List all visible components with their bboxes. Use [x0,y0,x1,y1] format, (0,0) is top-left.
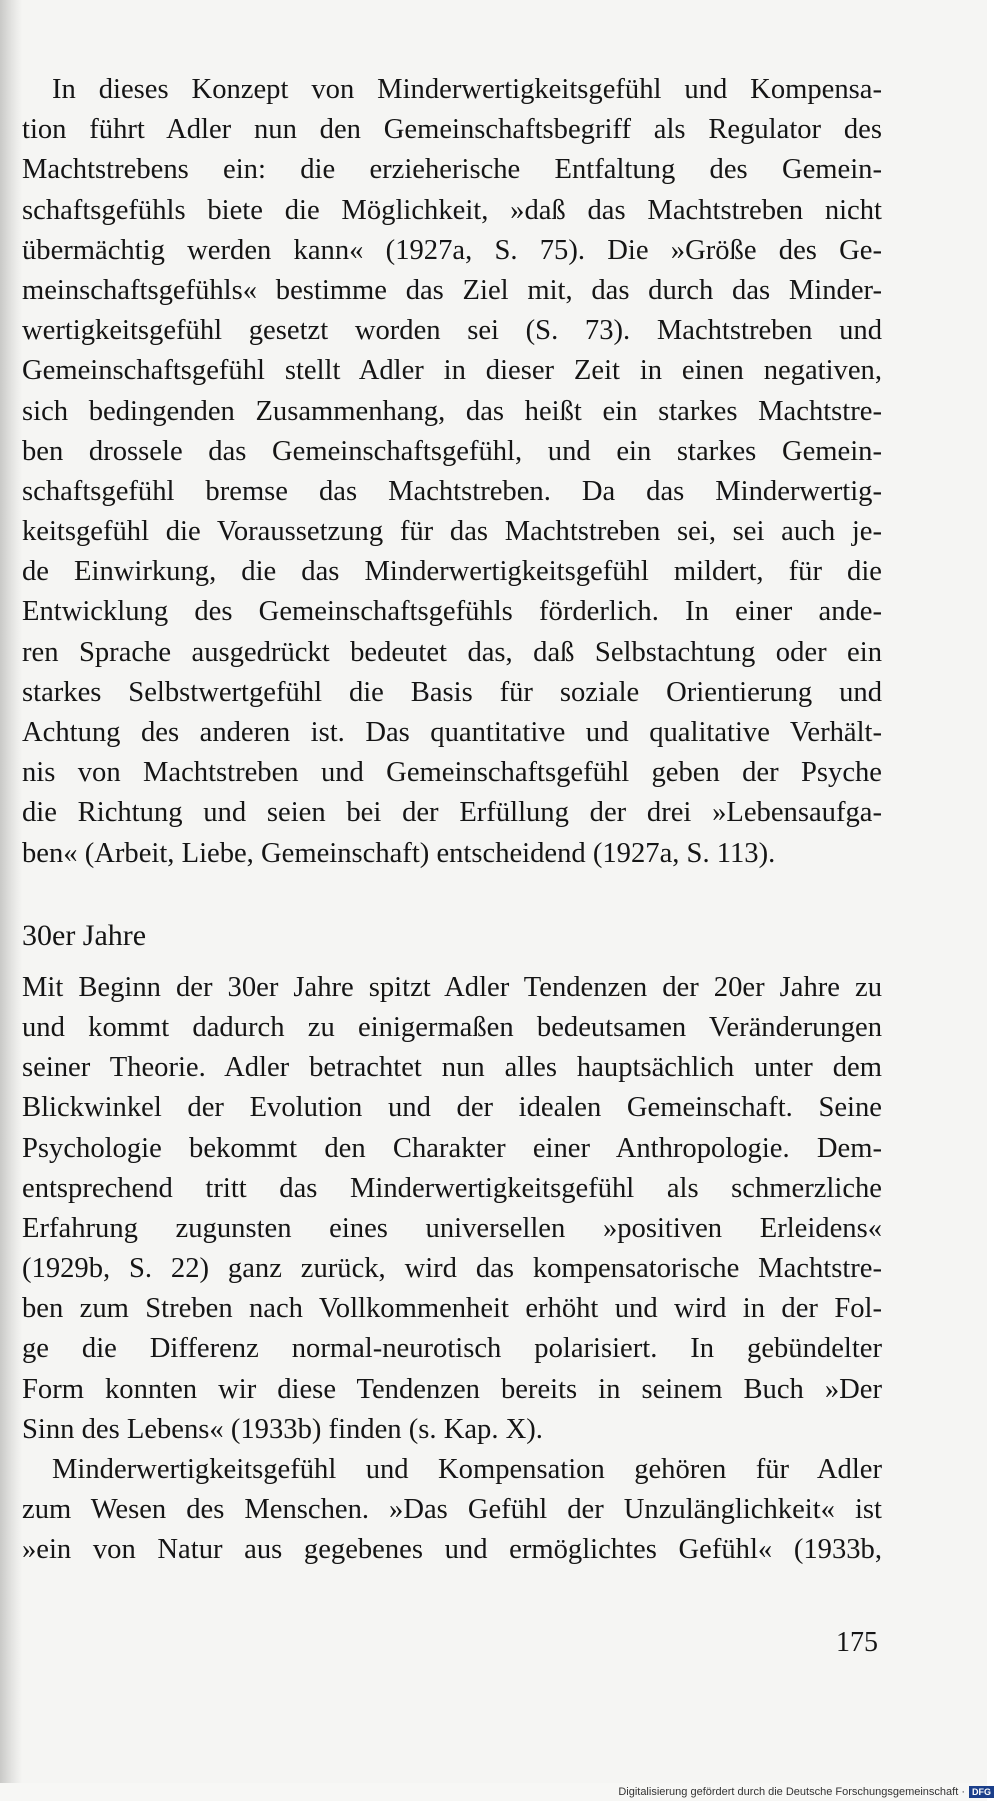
text-line: übermächtig werden kann« (1927a, S. 75). Die »Größe des Ge- [22,234,882,266]
text-line: und kommt dadurch zu einigermaßen bedeutsamen Veränderungen [22,1011,882,1043]
text-line: ben drossele das Gemeinschaftsgefühl, und ein starkes Gemein- [22,435,882,467]
text-line: nis von Machtstreben und Gemeinschaftsgefühl geben der Psyche [22,757,882,789]
text-line: ben zum Streben nach Vollkommenheit erhöht und wird in der Fol- [22,1293,882,1325]
paragraph-3 [22,1450,882,1571]
text-line: Sinn des Lebens« (1933b) finden (s. Kap. X). [22,1413,543,1445]
page-number: 175 [836,1627,878,1658]
text-line: Minderwertigkeitsgefühl und Kompensation gehören für Adler [52,1454,882,1485]
text-line: tion führt Adler nun den Gemeinschaftsbegriff als Regulator des [22,114,882,146]
body-text [22,70,882,1571]
text-line: entsprechend tritt das Minderwertigkeitsgefühl als schmerzliche [22,1172,882,1204]
text-line: starkes Selbstwertgefühl die Basis für soziale Orientierung und [22,676,882,708]
text-line: sich bedingenden Zusammenhang, das heißt ein starkes Machtstre- [22,395,882,427]
text-line: meinschaftsgefühls« bestimme das Ziel mit, das durch das Minder- [22,274,882,306]
text-line: seiner Theorie. Adler betrachtet nun alles hauptsächlich unter dem [22,1052,882,1084]
text-line: Mit Beginn der 30er Jahre spitzt Adler Tendenzen der 20er Jahre zu [22,971,882,1003]
paragraph-2 [22,968,882,1450]
text-line: Achtung des anderen ist. Das quantitative und qualitative Verhält- [22,717,882,748]
text-line: keitsgefühl die Voraussetzung für das Machtstreben sei, sei auch je- [22,516,882,548]
text-line: Erfahrung zugunsten eines universellen »positiven Erleidens« [22,1212,882,1244]
dfg-logo-icon: DFG [969,1786,994,1798]
footer-text: Digitalisierung gefördert durch die Deutsche Forschungsgemeinschaft · [618,1786,965,1798]
digitization-footer [600,1784,1000,1801]
text-line: schaftsgefühls biete die Möglichkeit, »daß das Machtstreben nicht [22,194,882,226]
section-heading: 30er Jahre [22,918,147,952]
text-line: die Richtung und seien bei der Erfüllung der drei »Lebensaufga- [22,797,882,829]
text-line: »ein von Natur aus gegebenes und ermöglichtes Gefühl« (1933b, [22,1534,882,1566]
text-line: Form konnten wir diese Tendenzen bereits in seinem Buch »Der [22,1373,882,1405]
text-line: In dieses Konzept von Minderwertigkeitsgefühl und Kompensa- [52,74,882,105]
text-line: ge die Differenz normal-neurotisch polarisiert. In gebündelter [22,1333,882,1365]
text-line: Psychologie bekommt den Charakter einer Anthropologie. Dem- [22,1132,882,1164]
text-line: wertigkeitsgefühl gesetzt worden sei (S. 73). Machtstreben und [22,315,882,347]
paragraph-1 [22,70,882,874]
text-line: ren Sprache ausgedrückt bedeutet das, daß Selbstachtung oder ein [22,636,882,668]
text-line: ben« (Arbeit, Liebe, Gemeinschaft) entscheidend (1927a, S. 113). [22,837,776,869]
text-line: Machtstrebens ein: die erzieherische Entfaltung des Gemein- [22,154,882,186]
text-line: (1929b, S. 22) ganz zurück, wird das kompensatorische Machtstre- [22,1253,882,1285]
text-line: Entwicklung des Gemeinschaftsgefühls förderlich. In einer ande- [22,596,882,628]
spine-shadow [0,0,22,1783]
page-edge [987,0,1000,1801]
text-line: Blickwinkel der Evolution und der idealen Gemeinschaft. Seine [22,1092,882,1124]
text-line: Gemeinschaftsgefühl stellt Adler in dieser Zeit in einen negativen, [22,355,882,387]
text-line: de Einwirkung, die das Minderwertigkeitsgefühl mildert, für die [22,556,882,588]
text-line: zum Wesen des Menschen. »Das Gefühl der Unzulänglichkeit« ist [22,1494,882,1526]
text-line: schaftsgefühl bremse das Machtstreben. Da das Minderwertig- [22,475,882,507]
